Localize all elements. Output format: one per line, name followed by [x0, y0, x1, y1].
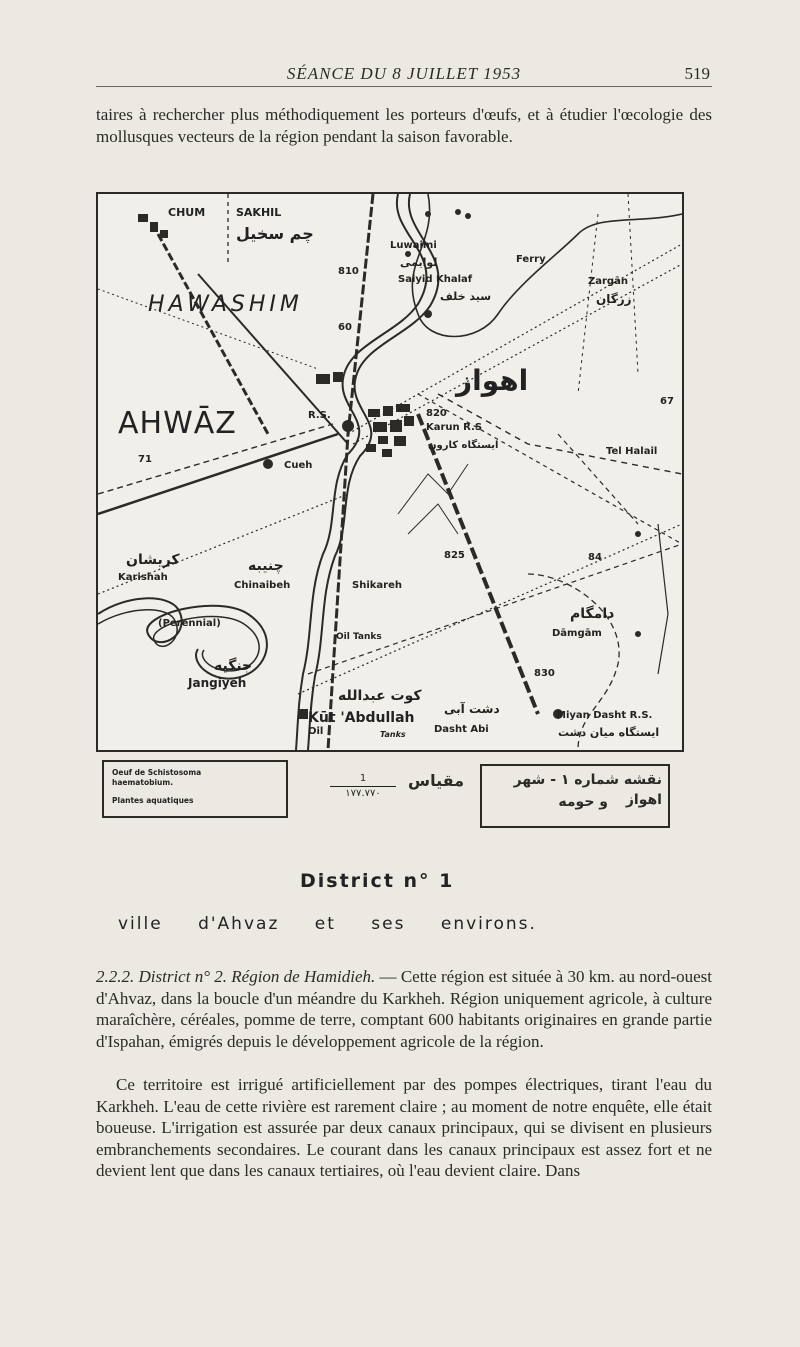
label-dasht-abi-fa: دشت آبی — [444, 702, 500, 716]
label-jangiyeh-fa: جنگیه — [214, 658, 253, 674]
label-saiyid-khalaf: Saiyid Khalaf — [398, 274, 473, 285]
label-kut-abdullah: Kūt 'Abdullah — [308, 710, 415, 726]
railway-2 — [328, 194, 373, 750]
map-legend — [102, 760, 288, 818]
label-825: 825 — [444, 550, 465, 561]
label-67: 67 — [660, 396, 674, 407]
label-71: 71 — [138, 454, 152, 465]
persian-title-box — [480, 764, 670, 828]
label-jangiyeh: Jangiyeh — [188, 676, 247, 690]
label-hawashim: HAWASHIM — [148, 292, 303, 317]
label-oil: Oil — [308, 726, 324, 737]
page-number: 519 — [684, 64, 710, 83]
scale-numerator: 1 — [359, 773, 367, 784]
header-title: SÉANCE DU 8 JUILLET 1953 — [286, 64, 522, 83]
scale-denominator: ١٧٧.٧٧٠ — [345, 788, 381, 799]
label-karun-rs: Karun R.S — [426, 422, 483, 433]
label-karun-rs-fa: ایستگاه کارون — [428, 440, 499, 451]
label-810: 810 — [338, 266, 359, 277]
label-tanks: Tanks — [380, 730, 406, 739]
label-sakhil-fa: چم سخيل — [236, 224, 314, 243]
label-ahwaz: AHWĀZ — [118, 406, 237, 441]
label-damgam-fa: دامگام — [570, 606, 615, 622]
persian-title-line2: و حومه — [558, 794, 608, 810]
label-damgam: Dāmgām — [552, 628, 602, 639]
paragraph-irrigation: Ce territoire est irrigué artificiellement par des pompes électriques, tirant l'eau du Karkheh. L'eau de cette rivière est rarement claire ; au moment de notre enquête, elle était boueuse. L'irrigation est assurée par deux canaux principaux, qui se divisent en plusieurs embranchements secondaires. Le courant dans les canaux principaux est assez fort et ne devient lent que dans les canaux tertiaires, où l'eau devient claire. Dans — [96, 1075, 712, 1181]
district-2-heading: 2.2.2. District n° 2. Région de Hamidieh. — [96, 967, 376, 986]
label-zargan: Zargān — [588, 276, 628, 287]
label-ferry: Ferry — [516, 254, 546, 265]
scale-word: مقياس — [408, 771, 465, 790]
legend-schistosoma: Oeuf de Schistosoma haematobium. — [112, 768, 202, 787]
label-miyan-dasht: Miyan Dasht R.S. — [556, 710, 653, 721]
running-header — [96, 62, 712, 87]
label-ahwaz-fa: اهواز — [456, 364, 529, 397]
district-2-body: — Cette région est située à 30 km. au nord-ouest d'Ahvaz, dans la boucle d'un méandre du Karkheh. Région uniquement agricole, à culture maraîchère, céréales, pomme de terre, comptant 600 habitants originaires en grande partie d'Ispahan, émigrés depuis le développement agricole de la région. — [96, 967, 712, 1051]
label-dasht-abi: Dasht Abi — [434, 724, 489, 735]
label-820: 820 — [426, 408, 447, 419]
label-perennial: (Perennial) — [158, 618, 221, 629]
paragraph-district-2 — [96, 966, 712, 1052]
map-figure — [96, 192, 684, 752]
label-chinaibeh: Chinaibeh — [234, 580, 291, 591]
label-sakhil: SAKHIL — [236, 206, 282, 219]
railway-3 — [418, 414, 538, 714]
label-chum: CHUM — [168, 206, 206, 219]
map-caption-subtitle: ville d'Ahvaz et ses environs. — [118, 914, 537, 934]
map-caption-title: District n° 1 — [300, 870, 455, 892]
label-luwaimi: Luwaimi — [390, 240, 437, 251]
label-oil-tanks: Oil Tanks — [336, 632, 382, 642]
label-84: 84 — [588, 552, 602, 563]
label-cueh: Cueh — [284, 460, 313, 471]
label-kut-abdullah-fa: کوت عبدالله — [338, 688, 422, 704]
label-luwaimi-fa: لوایمی — [400, 256, 438, 269]
label-shikareh: Shikareh — [352, 580, 402, 591]
paragraph-top: taires à rechercher plus méthodiquement les porteurs d'œufs, et à étudier l'œcologie des mollusques vecteurs de la région pendant la saison favorable. — [96, 105, 712, 146]
map-scale — [322, 771, 465, 800]
label-rs-west: R.S. — [308, 410, 331, 421]
label-830: 830 — [534, 668, 555, 679]
label-60: 60 — [338, 322, 352, 333]
label-zargan-fa: زرگان — [596, 292, 632, 306]
label-tel-halail: Tel Halail — [606, 446, 658, 457]
legend-plants: Plantes aquatiques — [112, 796, 194, 805]
label-chinaibeh-fa: چنیبه — [248, 558, 284, 574]
label-karishah-fa: کریشان — [126, 552, 180, 568]
label-saiyid-khalaf-fa: سید خلف — [440, 290, 492, 303]
label-karishah: Karishah — [118, 572, 168, 583]
persian-title-line1: نقشه شماره ١ - شهر اهواز — [513, 772, 662, 808]
label-miyan-dasht-fa: ایستگاه میان دشت — [558, 726, 660, 739]
